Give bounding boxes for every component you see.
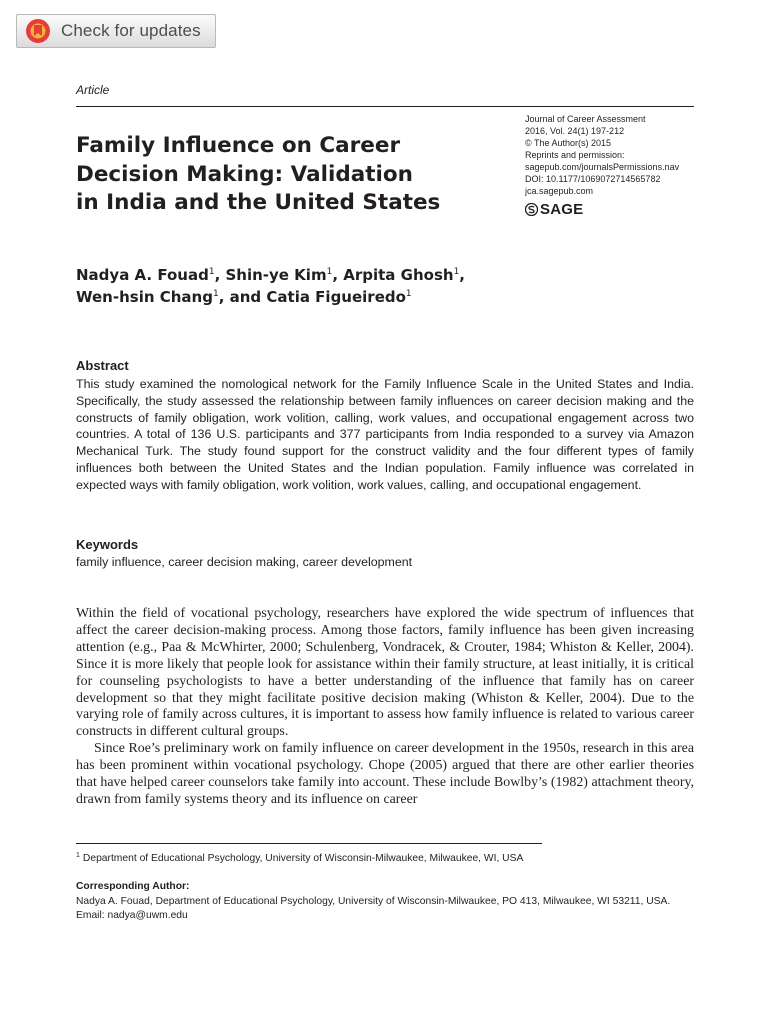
- header-rule: [76, 106, 694, 107]
- corresponding-email[interactable]: Email: nadya@uwm.edu: [76, 910, 188, 922]
- author-name: Nadya A. Fouad: [76, 266, 209, 284]
- sage-logo-icon: [525, 203, 538, 216]
- affiliation-text: Department of Educational Psychology, University of Wisconsin-Milwaukee, Milwaukee, WI, USA: [82, 853, 524, 864]
- affiliation-mark: 1: [212, 289, 219, 299]
- author-separator: ,: [214, 266, 226, 284]
- publisher-name: SAGE: [540, 201, 584, 218]
- body-paragraph: Since Roe’s preliminary work on family influence on career development in the 1950s, research in this area has been prominent within vocational psychology. Chope (2005) argued that there are other earlier theories that have helped career counselors take family into account. These include Bowlby’s (1982) attachment theory, drawn from family systems theory and its influence on career: [76, 741, 694, 807]
- author-separator: ,: [459, 266, 465, 284]
- journal-volume: 2016, Vol. 24(1) 197-212: [525, 126, 625, 136]
- journal-permissions-link[interactable]: sagepub.com/journalsPermissions.nav: [525, 162, 680, 172]
- corresponding-address: Nadya A. Fouad, Department of Educational Psychology, University of Wisconsin-Milwaukee, PO 413, Milwaukee, WI 53211, USA.: [76, 896, 671, 907]
- journal-reprints: Reprints and permission:: [525, 150, 625, 160]
- author-name: Shin-ye Kim: [225, 266, 327, 284]
- keywords-text: family influence, career decision making, career development: [76, 555, 413, 569]
- journal-info: [525, 113, 679, 197]
- publisher-logo: [525, 201, 583, 218]
- author-separator: , and: [218, 288, 267, 306]
- affiliation-mark: 1: [405, 289, 412, 299]
- author-list: [76, 264, 676, 308]
- title-line: Decision Making: Validation: [76, 161, 413, 187]
- author-name: Arpita Ghosh: [343, 266, 454, 284]
- corresponding-author-details: [76, 895, 694, 923]
- affiliation-mark: 1: [76, 852, 80, 859]
- journal-website-link[interactable]: jca.sagepub.com: [525, 186, 594, 196]
- body-text: [76, 606, 694, 809]
- keywords-heading: Keywords: [76, 537, 139, 552]
- article-type-label: Article: [76, 83, 110, 97]
- check-for-updates-button[interactable]: [16, 14, 216, 48]
- title-line: Family Influence on Career: [76, 133, 401, 158]
- crossmark-icon: [25, 18, 51, 44]
- affiliation-mark: 1: [326, 267, 333, 277]
- article-title: [76, 132, 496, 218]
- footnote-rule: [76, 843, 542, 844]
- affiliation-mark: 1: [208, 267, 215, 277]
- author-separator: ,: [332, 266, 344, 284]
- author-name: Catia Figueiredo: [266, 288, 406, 306]
- corresponding-author-heading: Corresponding Author:: [76, 881, 190, 892]
- journal-copyright: © The Author(s) 2015: [525, 138, 612, 148]
- body-paragraph: Within the field of vocational psychology, researchers have explored the wide spectrum of influences that affect the career decision-making process. Among those factors, family influence has been given increasing attention (e.g., Paa & McWhirter, 2000; Schulenberg, Vondracek, & Crouter, 1984; Whiston & Keller, 2004). Since it is more likely that people look for assistance within their family structure, at least initially, it is critical for counseling psychologists to have a better understanding of the influence that family has on career development so that they might facilitate positive decision making (Whiston & Keller, 2004). Due to the varying role of family across cultures, it is important to assess how family influence is related to various career constructs in different cultural groups.: [76, 606, 694, 740]
- check-for-updates-label: Check for updates: [61, 21, 201, 40]
- affiliation-footnote: [76, 853, 523, 864]
- affiliation-mark: 1: [453, 267, 460, 277]
- title-line: in India and the United States: [76, 190, 441, 215]
- journal-name: Journal of Career Assessment: [525, 114, 646, 124]
- abstract-heading: Abstract: [76, 358, 129, 373]
- author-name: Wen-hsin Chang: [76, 288, 213, 306]
- abstract-text: This study examined the nomological network for the Family Influence Scale in the United States and India. Specifically, the study assessed the relationship between family influences on career decision making and the constructs of family obligation, work volition, calling, work values, and occupational engagement across two countries. A total of 136 U.S. participants and 377 participants from India responded to a survey via Amazon Mechanical Turk. The study found support for the construct validity and the four different types of family influences both between the United States and the Indian population. Family influence was correlated in expected ways with family obligation, work volition, work values, calling, and occupational engagement.: [76, 377, 694, 492]
- journal-doi[interactable]: DOI: 10.1177/1069072714565782: [525, 174, 661, 184]
